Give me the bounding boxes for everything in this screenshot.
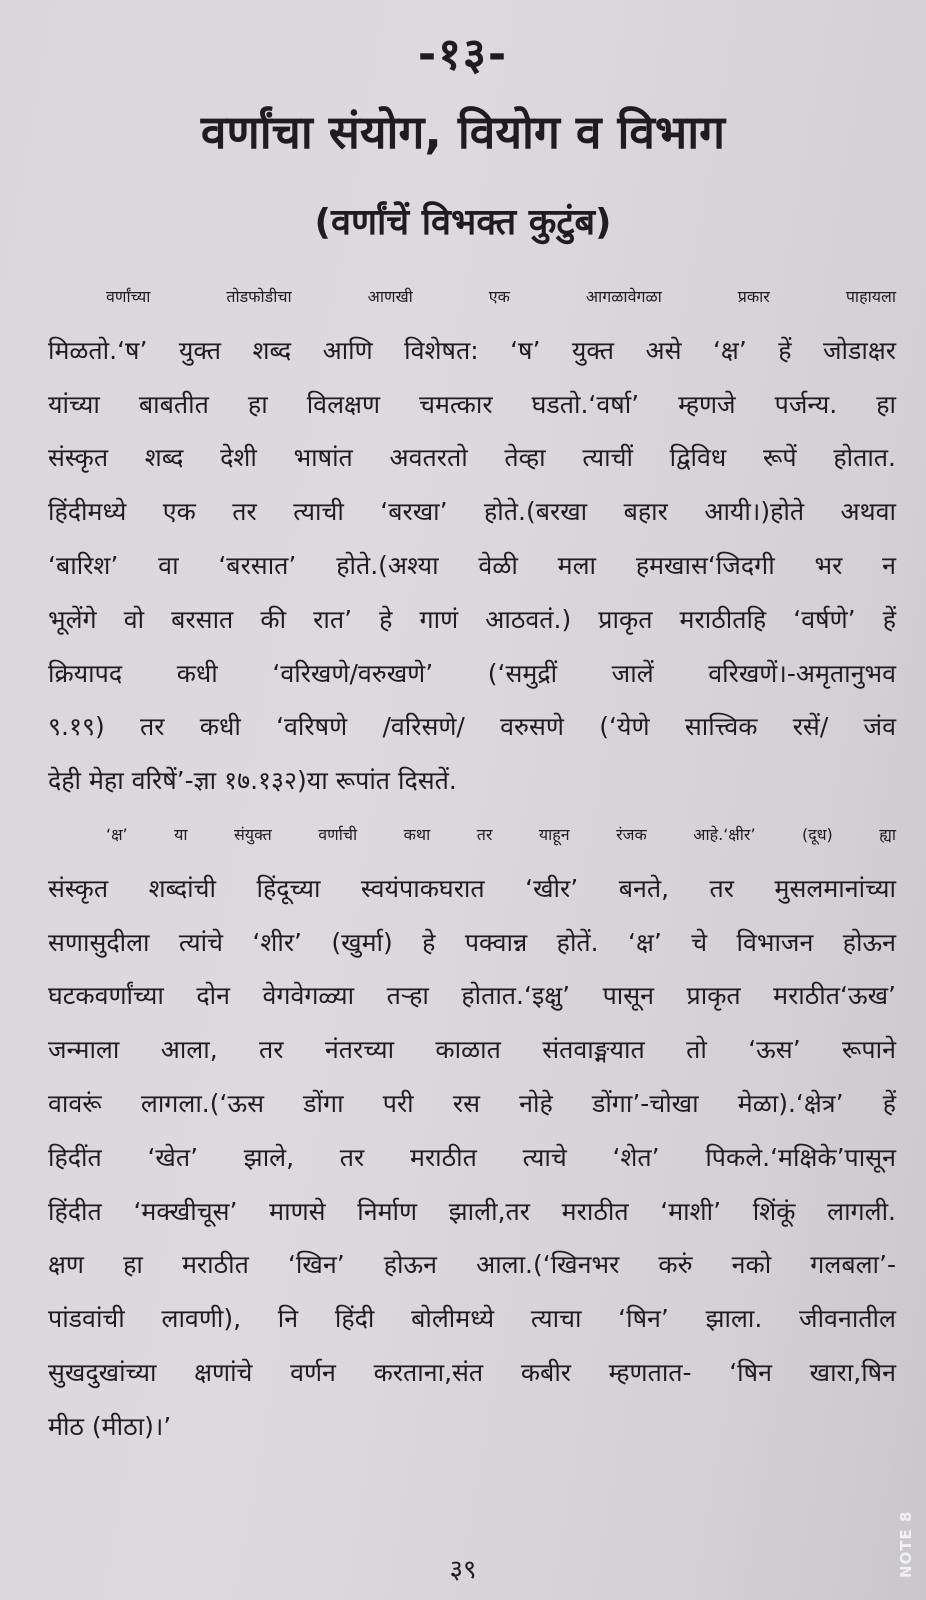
paragraph-line: भूलेंगे वो बरसात की रात’ हे गाणं आठवतं.) प्राकृत मराठीतहि ‘वर्षणे’ हें — [48, 604, 896, 634]
paragraph-line: यांच्या बाबतीत हा विलक्षण चमत्कार घडतो.‘वर्षा’ म्हणजे पर्जन्य. हा — [48, 389, 896, 419]
paragraph-line: हिदींत ‘खेत’ झाले, तर मराठीत त्याचे ‘शेत’ पिकले.‘मक्षिके’पासून — [48, 1142, 896, 1172]
paragraph-line: संस्कृत शब्द देशी भाषांत अवतरतो तेव्हा त्याचीं द्विविध रूपें होतात. — [48, 443, 896, 473]
paragraph-line: हिंदीमध्ये एक तर त्याची ‘बरखा’ होते.(बरखा बहार आयी।)होते अथवा — [48, 497, 896, 527]
paragraph-2 — [48, 808, 896, 1454]
paragraph-line: देही मेहा वरिषें’-ज्ञा १७.१३२)या रूपांत दिसतें. — [48, 766, 457, 796]
paragraph-line: जन्माला आला, तर नंतरच्या काळात संतवाङ्मयात तो ‘ऊस’ रूपाने — [48, 1035, 896, 1065]
paragraph-line: वावरूं लागला.(‘ऊस डोंगा परी रस नोहे डोंगा’-चोखा मेळा).‘क्षेत्र’ हें — [48, 1088, 896, 1118]
device-watermark: NOTE 8 — [897, 1510, 915, 1579]
paragraph-line: सणासुदीला त्यांचे ‘शीर’ (खुर्मा) हे पक्वान्न होतें. ‘क्ष’ चे विभाजन होऊन — [48, 927, 896, 957]
chapter-number: -१३- — [417, 29, 509, 80]
paragraph-1 — [48, 270, 896, 808]
paragraph-line: मिळतो.‘ष’ युक्त शब्द आणि विशेषत: ‘ष’ युक्त असे ‘क्ष’ हें जोडाक्षर — [48, 335, 896, 365]
paragraph-line: ९.१९) तर कधी ‘वरिषणे /वरिसणे/ वरुसणे (‘येणे सात्त्विक रसें/ जंव — [48, 712, 896, 742]
paragraph-line: मीठ (मीठा)।’ — [48, 1411, 172, 1441]
chapter-subtitle: (वर्णांचें विभक्त कुटुंब) — [314, 202, 612, 243]
paragraph-line: ‘क्ष’ या संयुक्त वर्णाची कथा तर याहून रंजक आहे.‘क्षीर’ (दूध) ह्या — [106, 824, 896, 844]
page-number: ३९ — [449, 1555, 477, 1585]
paragraph-line: हिंदीत ‘मक्खीचूस’ माणसे निर्माण झाली,तर मराठीत ‘माशी’ शिंकूं लागली. — [48, 1196, 896, 1226]
paragraph-line: संस्कृत शब्दांची हिंदूच्या स्वयंपाकघरात ‘खीर’ बनते, तर मुसलमानांच्या — [48, 873, 896, 903]
paragraph-line: क्रियापद कधी ‘वरिखणे/वरुखणे’ (‘समुद्रीं जालें वरिखणें।-अमृतानुभव — [48, 658, 896, 688]
paragraph-line: ‘बारिश’ वा ‘बरसात’ होते.(अश्या वेळी मला हमखास‘जिदगी भर न — [48, 550, 896, 580]
paragraph-line: सुखदुखांच्या क्षणांचे वर्णन करताना,संत कबीर म्हणतात- ‘षिन खारा,षिन — [48, 1357, 896, 1387]
body-text — [48, 270, 896, 1454]
paragraph-line: पांडवांची लावणी), नि हिंदी बोलीमध्ये त्याचा ‘षिन’ झाला. जीवनातील — [48, 1304, 896, 1334]
chapter-title: वर्णांचा संयोग, वियोग व विभाग — [200, 105, 726, 159]
paragraph-line: वर्णांच्या तोडफोडीचा आणखी एक आगळावेगळा प्रकार पाहायला — [106, 287, 896, 306]
paragraph-line: घटकवर्णांच्या दोन वेगवेगळ्या तऱ्हा होतात.‘इक्षु’ पासून प्राकृत मराठीत‘ऊख’ — [48, 981, 896, 1011]
paragraph-line: क्षण हा मराठीत ‘खिन’ होऊन आला.(‘खिनभर करुं नको गलबला’- — [48, 1250, 896, 1280]
